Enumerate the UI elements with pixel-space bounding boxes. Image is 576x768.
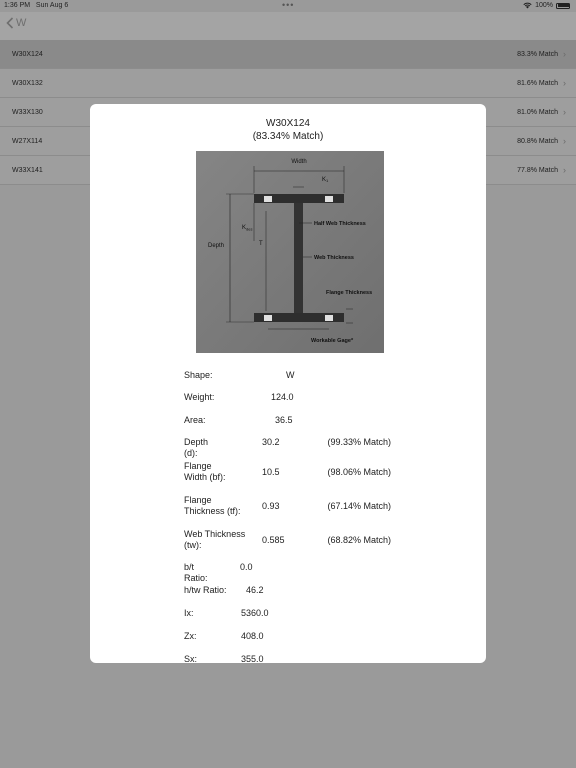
battery-percent: 100% xyxy=(535,2,553,9)
chevron-left-icon xyxy=(6,17,14,29)
chevron-right-icon: › xyxy=(563,78,566,88)
match-percent: 77.8% Match xyxy=(517,166,558,174)
web-thickness-label: Web Thickness xyxy=(314,255,354,261)
shape-name: W33X130 xyxy=(12,108,43,116)
wifi-icon xyxy=(523,2,532,9)
chevron-right-icon: › xyxy=(563,107,566,117)
match-percent: 81.6% Match xyxy=(517,79,558,87)
status-bar xyxy=(0,0,576,12)
width-label: Width xyxy=(291,159,307,165)
svg-text:Kdes: $K_{des}$ xyxy=(242,225,253,232)
shape-name: W30X132 xyxy=(12,79,43,87)
list-item[interactable] xyxy=(0,69,576,98)
shape-name: W27X114 xyxy=(12,137,43,145)
multitasking-dots[interactable]: ••• xyxy=(282,0,295,10)
shape-name: W33X141 xyxy=(12,166,43,174)
back-button[interactable] xyxy=(6,17,26,29)
navigation-bar xyxy=(0,12,576,40)
modal-subtitle: (83.34% Match) xyxy=(252,131,324,142)
list-item[interactable] xyxy=(0,40,576,69)
chevron-right-icon: › xyxy=(563,165,566,175)
i-beam-drawing xyxy=(196,151,384,353)
web xyxy=(294,203,303,313)
half-web-label: Half Web Thickness xyxy=(314,221,366,227)
battery-icon xyxy=(556,3,570,9)
status-right xyxy=(523,2,570,9)
shape-name: W30X124 xyxy=(12,50,43,58)
shape-detail-modal[interactable]: W30X124 (83.34% Match) Width K1 Half Web Thickness $K_{des}$ Depth T Web Thickness Flange Thickness Workable Gage* Shape: W Weight: 124.0 Area: 36.5 Depth (d): 30.2 (99.33% Match) Flange Width (bf): 10.5 (98.06% Match) Flange Thickness (tf): 0.93 (67.14% Match) Web Thickness (tw): 0.585 (68.82% Match) b/t Ratio: 0.0 h/tw Ratio: 46.2 Ix: 5360.0 Zx: 408.0 Sx: 355.0 xyxy=(90,104,486,663)
match-percent: 81.0% Match xyxy=(517,108,558,116)
flange-thickness-label: Flange Thickness xyxy=(326,290,373,296)
t-label: T xyxy=(259,241,263,247)
depth-label: Depth xyxy=(208,243,225,249)
status-time: 1:36 PM Sun Aug 6 xyxy=(4,2,69,9)
chevron-right-icon: › xyxy=(563,49,566,59)
workable-gage-label: Workable Gage* xyxy=(311,338,354,344)
match-percent: 80.8% Match xyxy=(517,137,558,145)
modal-title: W30X124 xyxy=(266,118,310,129)
i-beam-diagram xyxy=(196,151,384,353)
back-label: W xyxy=(16,17,27,29)
match-percent: 83.3% Match xyxy=(517,50,558,58)
svg-text:K1: K1 xyxy=(322,177,329,183)
chevron-right-icon: › xyxy=(563,136,566,146)
